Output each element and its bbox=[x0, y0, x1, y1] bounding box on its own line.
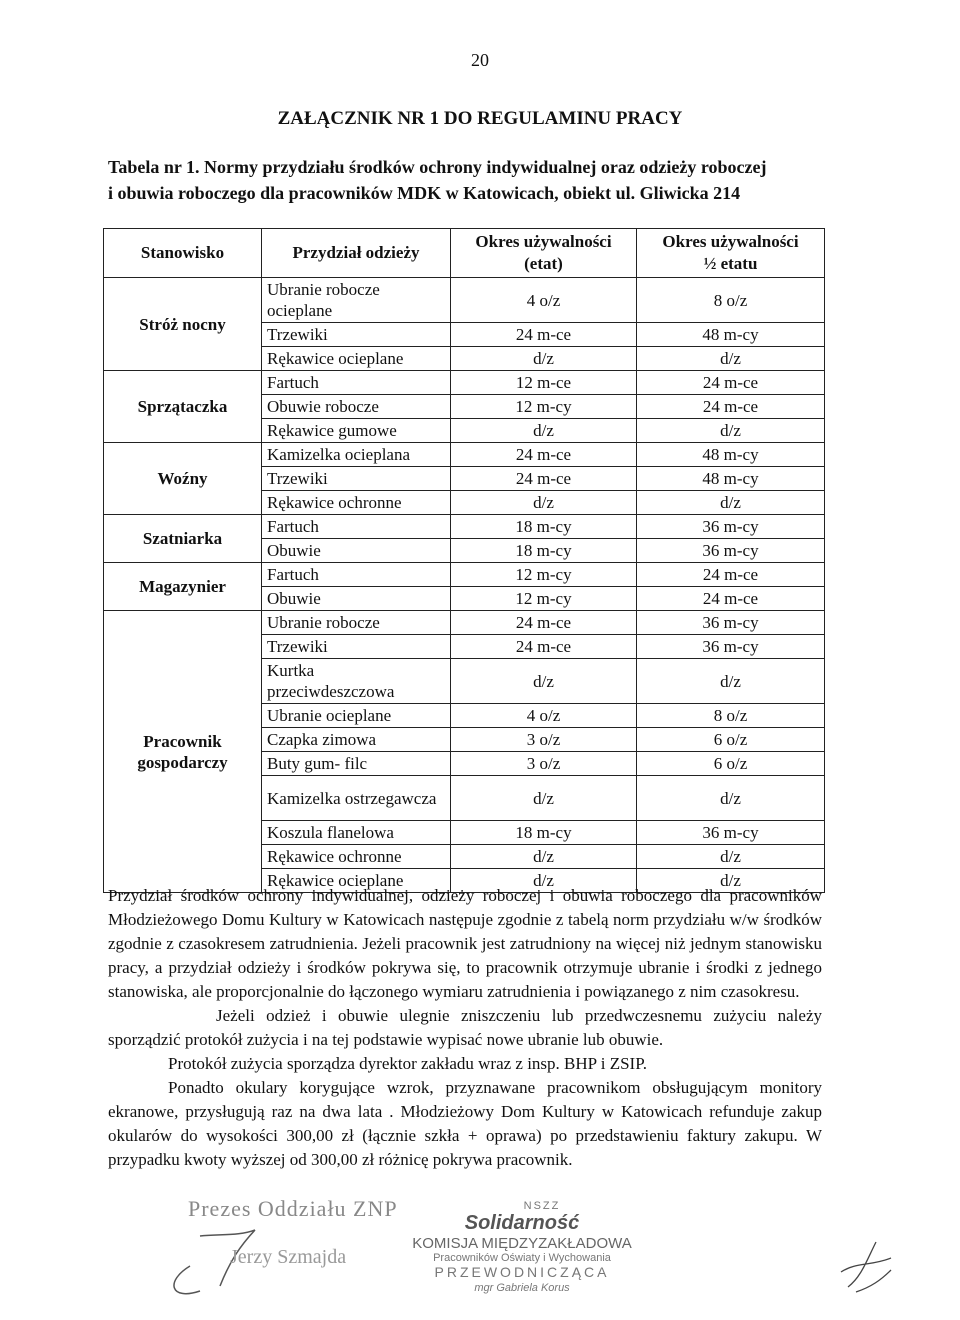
table-row bbox=[104, 278, 825, 323]
item-cell: Ubranie ocieplane bbox=[262, 704, 451, 728]
union-stamp-top: NSZZ bbox=[523, 1200, 561, 1212]
half-time-cell: 6 o/z bbox=[637, 728, 825, 752]
znp-stamp-line1: Prezes Oddziału ZNP bbox=[188, 1196, 398, 1221]
table-row bbox=[104, 563, 825, 587]
half-time-cell: 24 m-ce bbox=[637, 371, 825, 395]
full-time-cell: 4 o/z bbox=[451, 278, 637, 323]
item-cell: Trzewiki bbox=[262, 635, 451, 659]
position-cell: Magazynier bbox=[104, 563, 262, 611]
item-cell: Fartuch bbox=[262, 563, 451, 587]
item-cell: Trzewiki bbox=[262, 323, 451, 347]
full-time-cell: 18 m-cy bbox=[451, 539, 637, 563]
full-time-cell: 24 m-ce bbox=[451, 323, 637, 347]
item-cell: Rękawice gumowe bbox=[262, 419, 451, 443]
item-cell: Obuwie bbox=[262, 587, 451, 611]
paraph-icon bbox=[836, 1232, 896, 1302]
znp-stamp-line2: Jerzy Szmajda bbox=[230, 1246, 347, 1268]
body-text bbox=[108, 884, 822, 1172]
half-time-cell: d/z bbox=[637, 491, 825, 515]
half-time-cell: d/z bbox=[637, 776, 825, 821]
half-time-cell: 48 m-cy bbox=[637, 467, 825, 491]
item-cell: Trzewiki bbox=[262, 467, 451, 491]
item-cell: Obuwie robocze bbox=[262, 395, 451, 419]
half-time-cell: d/z bbox=[637, 419, 825, 443]
position-cell: Sprzątaczka bbox=[104, 371, 262, 443]
header-full-time: Okres używalności (etat) bbox=[451, 229, 637, 278]
norms-table bbox=[103, 228, 825, 893]
union-signatory: mgr Gabriela Korus bbox=[474, 1282, 570, 1294]
full-time-cell: 18 m-cy bbox=[451, 515, 637, 539]
full-time-cell: d/z bbox=[451, 347, 637, 371]
table-row bbox=[104, 515, 825, 539]
full-time-cell: 4 o/z bbox=[451, 704, 637, 728]
item-cell: Obuwie bbox=[262, 539, 451, 563]
full-time-cell: 12 m-ce bbox=[451, 371, 637, 395]
item-cell: Czapka zimowa bbox=[262, 728, 451, 752]
position-cell: Woźny bbox=[104, 443, 262, 515]
half-time-cell: 8 o/z bbox=[637, 278, 825, 323]
znp-stamp bbox=[160, 1196, 400, 1306]
half-time-cell: 24 m-ce bbox=[637, 395, 825, 419]
page-number: 20 bbox=[471, 50, 489, 70]
half-time-cell: d/z bbox=[637, 347, 825, 371]
item-cell: Kamizelka ostrzegawcza bbox=[262, 776, 451, 821]
union-logo: Solidarność bbox=[464, 1212, 580, 1234]
header-item: Przydział odzieży bbox=[262, 229, 451, 278]
item-cell: Fartuch bbox=[262, 515, 451, 539]
union-subtitle: Pracowników Oświaty i Wychowania bbox=[433, 1252, 611, 1264]
position-cell: Pracownik gospodarczy bbox=[104, 611, 262, 893]
union-role: PRZEWODNICZĄCA bbox=[434, 1264, 610, 1280]
full-time-cell: 12 m-cy bbox=[451, 395, 637, 419]
table-row bbox=[104, 443, 825, 467]
item-cell: Kurtka przeciwdeszczowa bbox=[262, 659, 451, 704]
item-cell: Ubranie robocze bbox=[262, 611, 451, 635]
full-time-cell: 12 m-cy bbox=[451, 563, 637, 587]
full-time-cell: d/z bbox=[451, 869, 637, 893]
caption-line-2: i obuwia roboczego dla pracowników MDK w Katowicach, obiekt ul. Gliwicka 214 bbox=[108, 183, 741, 203]
half-time-cell: 6 o/z bbox=[637, 752, 825, 776]
table-header-row bbox=[104, 229, 825, 278]
item-cell: Fartuch bbox=[262, 371, 451, 395]
full-time-cell: 3 o/z bbox=[451, 728, 637, 752]
half-time-cell: d/z bbox=[637, 869, 825, 893]
item-cell: Kamizelka ocieplana bbox=[262, 443, 451, 467]
item-cell: Rękawice ocieplane bbox=[262, 347, 451, 371]
item-cell: Buty gum- filc bbox=[262, 752, 451, 776]
item-cell: Rękawice ochronne bbox=[262, 491, 451, 515]
full-time-cell: 24 m-ce bbox=[451, 635, 637, 659]
half-time-cell: 36 m-cy bbox=[637, 821, 825, 845]
table-caption bbox=[108, 154, 908, 206]
table-row bbox=[104, 611, 825, 635]
item-cell: Rękawice ocieplane bbox=[262, 869, 451, 893]
table-body bbox=[104, 278, 825, 893]
half-time-cell: 36 m-cy bbox=[637, 539, 825, 563]
full-time-cell: 18 m-cy bbox=[451, 821, 637, 845]
full-time-cell: d/z bbox=[451, 659, 637, 704]
position-cell: Szatniarka bbox=[104, 515, 262, 563]
half-time-cell: 36 m-cy bbox=[637, 611, 825, 635]
half-time-cell: d/z bbox=[637, 845, 825, 869]
item-cell: Rękawice ochronne bbox=[262, 845, 451, 869]
full-time-cell: 12 m-cy bbox=[451, 587, 637, 611]
position-cell: Stróż nocny bbox=[104, 278, 262, 371]
paragraph-glasses: Ponadto okulary korygujące wzrok, przyznawane pracownikom obsługującym monitory ekranowe, przysługują raz na dwa lata . Młodzieżowy Dom Kultury w Katowicach refunduje zakup okularów do wysokości 300,00 zł (łącznie szkła + oprawa) po przedstawieniu faktury zakupu. W przypadku kwoty wyższej od 300,00 zł różnicę pokrywa pracownik. bbox=[108, 1078, 822, 1169]
item-cell: Ubranie robocze ocieplane bbox=[262, 278, 451, 323]
half-time-cell: 8 o/z bbox=[637, 704, 825, 728]
document-title: ZAŁĄCZNIK NR 1 DO REGULAMINU PRACY bbox=[277, 108, 683, 129]
header-position: Stanowisko bbox=[104, 229, 262, 278]
half-time-cell: 36 m-cy bbox=[637, 635, 825, 659]
header-half-time: Okres używalności ½ etatu bbox=[637, 229, 825, 278]
half-time-cell: 36 m-cy bbox=[637, 515, 825, 539]
full-time-cell: d/z bbox=[451, 776, 637, 821]
half-time-cell: 48 m-cy bbox=[637, 443, 825, 467]
paragraph-allocation: Przydział środków ochrony indywidualnej, odzieży roboczej i obuwia roboczego dla pracowników Młodzieżowego Domu Kultury w Katowicach następuje zgodnie z tabelą norm przydziału w/w środków zgodnie z czasokresem zatrudnienia. Jeżeli pracownik jest zatrudniony na więcej niż jednym stanowisku pracy, a przydział odzieży i środków pokrywa się, to pracownik otrzymuje ubranie i środki z jednego stanowiska, ale proporcjonalnie do łączonego wymiaru zatrudnienia i powiązanego z nim czasokresu. bbox=[108, 886, 822, 1001]
union-stamp bbox=[392, 1200, 652, 1310]
full-time-cell: d/z bbox=[451, 845, 637, 869]
half-time-cell: 24 m-ce bbox=[637, 563, 825, 587]
full-time-cell: 24 m-ce bbox=[451, 467, 637, 491]
full-time-cell: 3 o/z bbox=[451, 752, 637, 776]
union-name: KOMISJA MIĘDZYZAKŁADOWA bbox=[412, 1235, 632, 1252]
half-time-cell: d/z bbox=[637, 659, 825, 704]
full-time-cell: 24 m-ce bbox=[451, 611, 637, 635]
full-time-cell: d/z bbox=[451, 491, 637, 515]
full-time-cell: 24 m-ce bbox=[451, 443, 637, 467]
table-row bbox=[104, 371, 825, 395]
caption-line-1: Tabela nr 1. Normy przydziału środków ochrony indywidualnej oraz odzieży roboczej bbox=[108, 157, 767, 177]
paragraph-protocol: Protokół zużycia sporządza dyrektor zakładu wraz z insp. BHP i ZSIP. bbox=[168, 1054, 648, 1073]
paragraph-damage: Jeżeli odzież i obuwie ulegnie zniszczeniu lub przedwczesnemu zużyciu należy sporządzić protokół zużycia i na tej podstawie wypisać nowe ubranie lub obuwie. bbox=[108, 1006, 822, 1049]
half-time-cell: 24 m-ce bbox=[637, 587, 825, 611]
half-time-cell: 48 m-cy bbox=[637, 323, 825, 347]
item-cell: Koszula flanelowa bbox=[262, 821, 451, 845]
full-time-cell: d/z bbox=[451, 419, 637, 443]
